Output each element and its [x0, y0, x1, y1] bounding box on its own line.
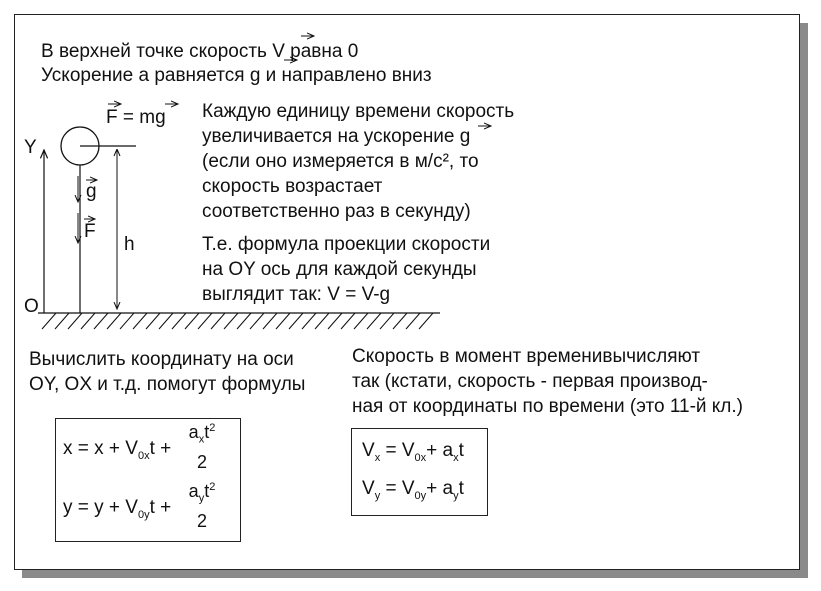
- expl-line-4: скорость возрастает: [202, 176, 383, 197]
- h-label: h: [124, 234, 135, 255]
- expl-line-2: увеличивается на ускорение g: [202, 126, 471, 147]
- force-formula: F = mg: [106, 107, 166, 128]
- coords-line-1: Вычислить координату на оси: [29, 349, 294, 370]
- expl-line-6: Т.е. формула проекции скорости: [202, 234, 491, 255]
- formula-vx: $V_x = V_{0x}+ a_xt$: [362, 440, 464, 464]
- g-label: g: [86, 181, 97, 202]
- coords-line-2: OY, OX и т.д. помогут формулы: [29, 374, 306, 395]
- velocity-line-2: так (кстати, скорость - первая производ-: [352, 371, 708, 392]
- origin-label: O: [24, 296, 39, 317]
- expl-line-1: Каждую единицу времени скорость: [202, 101, 515, 122]
- velocity-line-1: Скорость в момент временивычисляют: [352, 346, 701, 367]
- velocity-line-3: ная от координаты по времени (это 11-й кл.): [352, 396, 744, 417]
- expl-line-8: выглядит так: V = V-g: [202, 284, 391, 305]
- formula-vy: $V_y = V_{0y}+ a_yt$: [362, 478, 464, 502]
- formula-x: $x = x + V_{0x}t$ +: [63, 438, 172, 462]
- y-axis-label: Y: [24, 137, 37, 158]
- formula-x-denominator: 2: [196, 452, 207, 472]
- intro-line-1: В верхней точке скорость V равна 0: [41, 41, 359, 62]
- expl-line-3: (если оно измеряется в м/с², то: [202, 151, 479, 172]
- formula-y-numerator: $a_yt^2$: [188, 481, 216, 505]
- expl-line-5: соответственно раз в секунду): [202, 201, 471, 222]
- intro-line-2: Ускорение а равняется g и направлено вниз: [41, 65, 432, 86]
- ground-hatching: [42, 313, 433, 329]
- expl-line-7: на OY ось для каждой секунды: [202, 259, 477, 280]
- formula-y: $y = y + V_{0y}t$ +: [63, 497, 172, 521]
- formula-x-numerator: $a_xt^2$: [188, 422, 216, 446]
- f-label: F: [84, 221, 96, 242]
- formula-y-denominator: 2: [196, 511, 207, 531]
